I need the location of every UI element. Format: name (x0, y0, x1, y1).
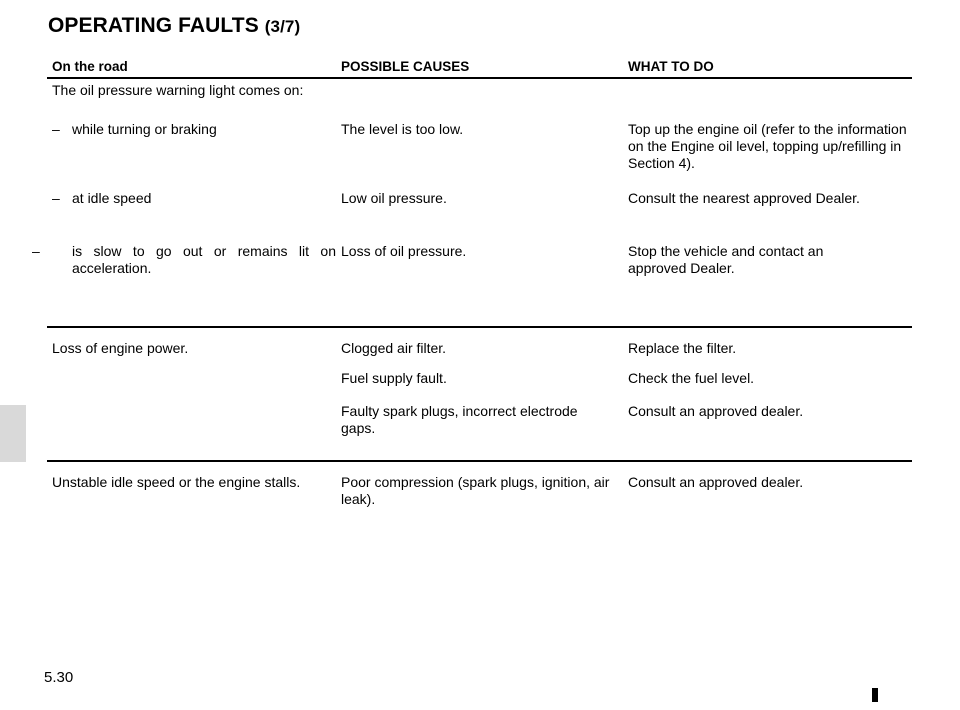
table-row (47, 403, 912, 437)
condition-text: at idle speed (72, 190, 152, 206)
condition-text: while turning or braking (72, 121, 217, 137)
cause-cell: Clogged air filter. (341, 340, 447, 356)
cause-cell: The level is too low. (341, 121, 464, 137)
page-number: 5.30 (44, 669, 74, 686)
power-row (47, 328, 912, 460)
action-cell: Top up the engine oil (refer to the information on the Engine oil level, topping up/refilling in Section 4). (628, 121, 907, 171)
idle-row (47, 462, 912, 508)
cause-cell: Faulty spark plugs, incorrect electrode gaps. (341, 403, 578, 436)
action-cell: Consult an approved dealer. (628, 403, 804, 419)
condition-cell (47, 190, 341, 243)
page-corner-mark (872, 688, 878, 702)
table-row (47, 370, 912, 403)
header-what-to-do: WHAT TO DO (628, 59, 714, 74)
title-main: OPERATING FAULTS (48, 14, 259, 37)
dash: – (32, 243, 40, 259)
action-cell: Stop the vehicle and contact an approved Dealer. (628, 243, 824, 276)
page-title (48, 14, 300, 38)
condition-cell: Unstable idle speed or the engine stalls. (52, 474, 301, 490)
condition-cell (32, 243, 341, 326)
cause-cell: Fuel supply fault. (341, 370, 447, 386)
cause-cell: Poor compression (spark plugs, ignition, air leak). (341, 474, 610, 507)
condition-cell: Loss of engine power. (52, 340, 189, 356)
dash: – (52, 121, 60, 137)
dash: – (52, 190, 60, 206)
title-part: (3/7) (264, 17, 301, 36)
condition-cell (47, 121, 341, 190)
action-cell: Check the fuel level. (628, 370, 755, 386)
action-cell: Consult the nearest approved Dealer. (628, 190, 860, 206)
table-row (47, 121, 912, 190)
table-row (47, 190, 912, 243)
condition-cell (47, 403, 341, 437)
header-on-the-road: On the road (52, 59, 128, 74)
condition-cell (47, 370, 341, 403)
action-cell: Replace the filter. (628, 340, 737, 356)
table-header (47, 57, 912, 79)
faults-table (32, 57, 912, 508)
cause-cell: Loss of oil pressure. (341, 243, 467, 259)
section-tab (0, 405, 26, 462)
header-possible-causes: POSSIBLE CAUSES (341, 59, 470, 74)
table-row (32, 243, 912, 326)
action-cell: Consult an approved dealer. (628, 474, 804, 490)
cause-cell: Low oil pressure. (341, 190, 447, 206)
condition-text-content: is slow to go out or remains lit on acceleration. (72, 243, 336, 276)
oil-warning-intro: The oil pressure warning light comes on: (52, 82, 304, 98)
condition-text (32, 243, 341, 277)
table-row (47, 340, 912, 370)
